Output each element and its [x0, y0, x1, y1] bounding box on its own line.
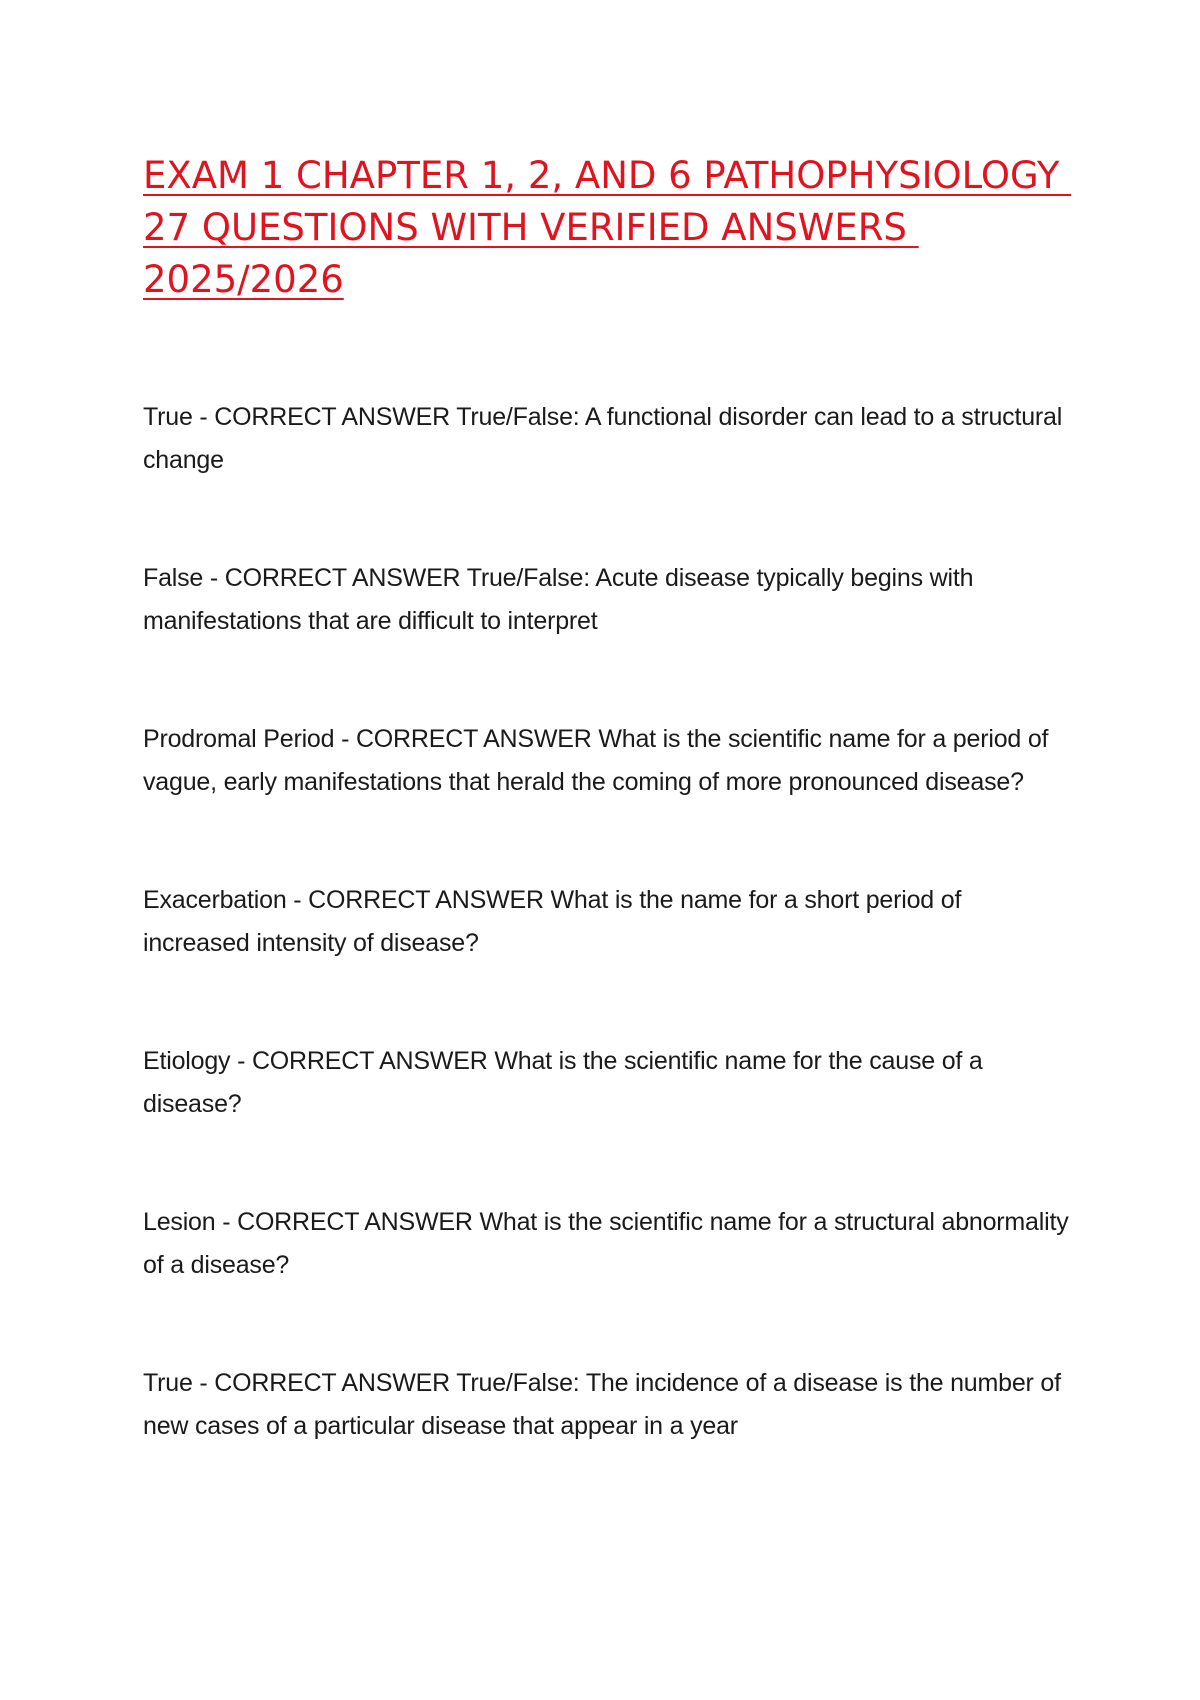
qa-item: False - CORRECT ANSWER True/False: Acute disease typically begins with manifestations that are difficult to interpret [143, 564, 974, 635]
qa-item: Exacerbation - CORRECT ANSWER What is the name for a short period of increased intensity of disease? [143, 886, 962, 957]
document-content [143, 150, 1073, 1523]
title-line: 2025/2026 [143, 258, 344, 301]
qa-item: Lesion - CORRECT ANSWER What is the scientific name for a structural abnormality of a disease? [143, 1208, 1069, 1279]
qa-item: True - CORRECT ANSWER True/False: A functional disorder can lead to a structural change [143, 403, 1063, 474]
qa-item: Prodromal Period - CORRECT ANSWER What is the scientific name for a period of vague, early manifestations that herald the coming of more pronounced disease? [143, 725, 1049, 796]
qa-item: Etiology - CORRECT ANSWER What is the scientific name for the cause of a disease? [143, 1047, 983, 1118]
qa-item: True - CORRECT ANSWER True/False: The incidence of a disease is the number of new cases of a particular disease that appear in a year [143, 1369, 1061, 1440]
title-line: 27 QUESTIONS WITH VERIFIED ANSWERS [143, 206, 919, 249]
document-title [143, 150, 1073, 306]
qa-list [143, 396, 1073, 1448]
title-line: EXAM 1 CHAPTER 1, 2, AND 6 PATHOPHYSIOLOGY [143, 154, 1072, 197]
